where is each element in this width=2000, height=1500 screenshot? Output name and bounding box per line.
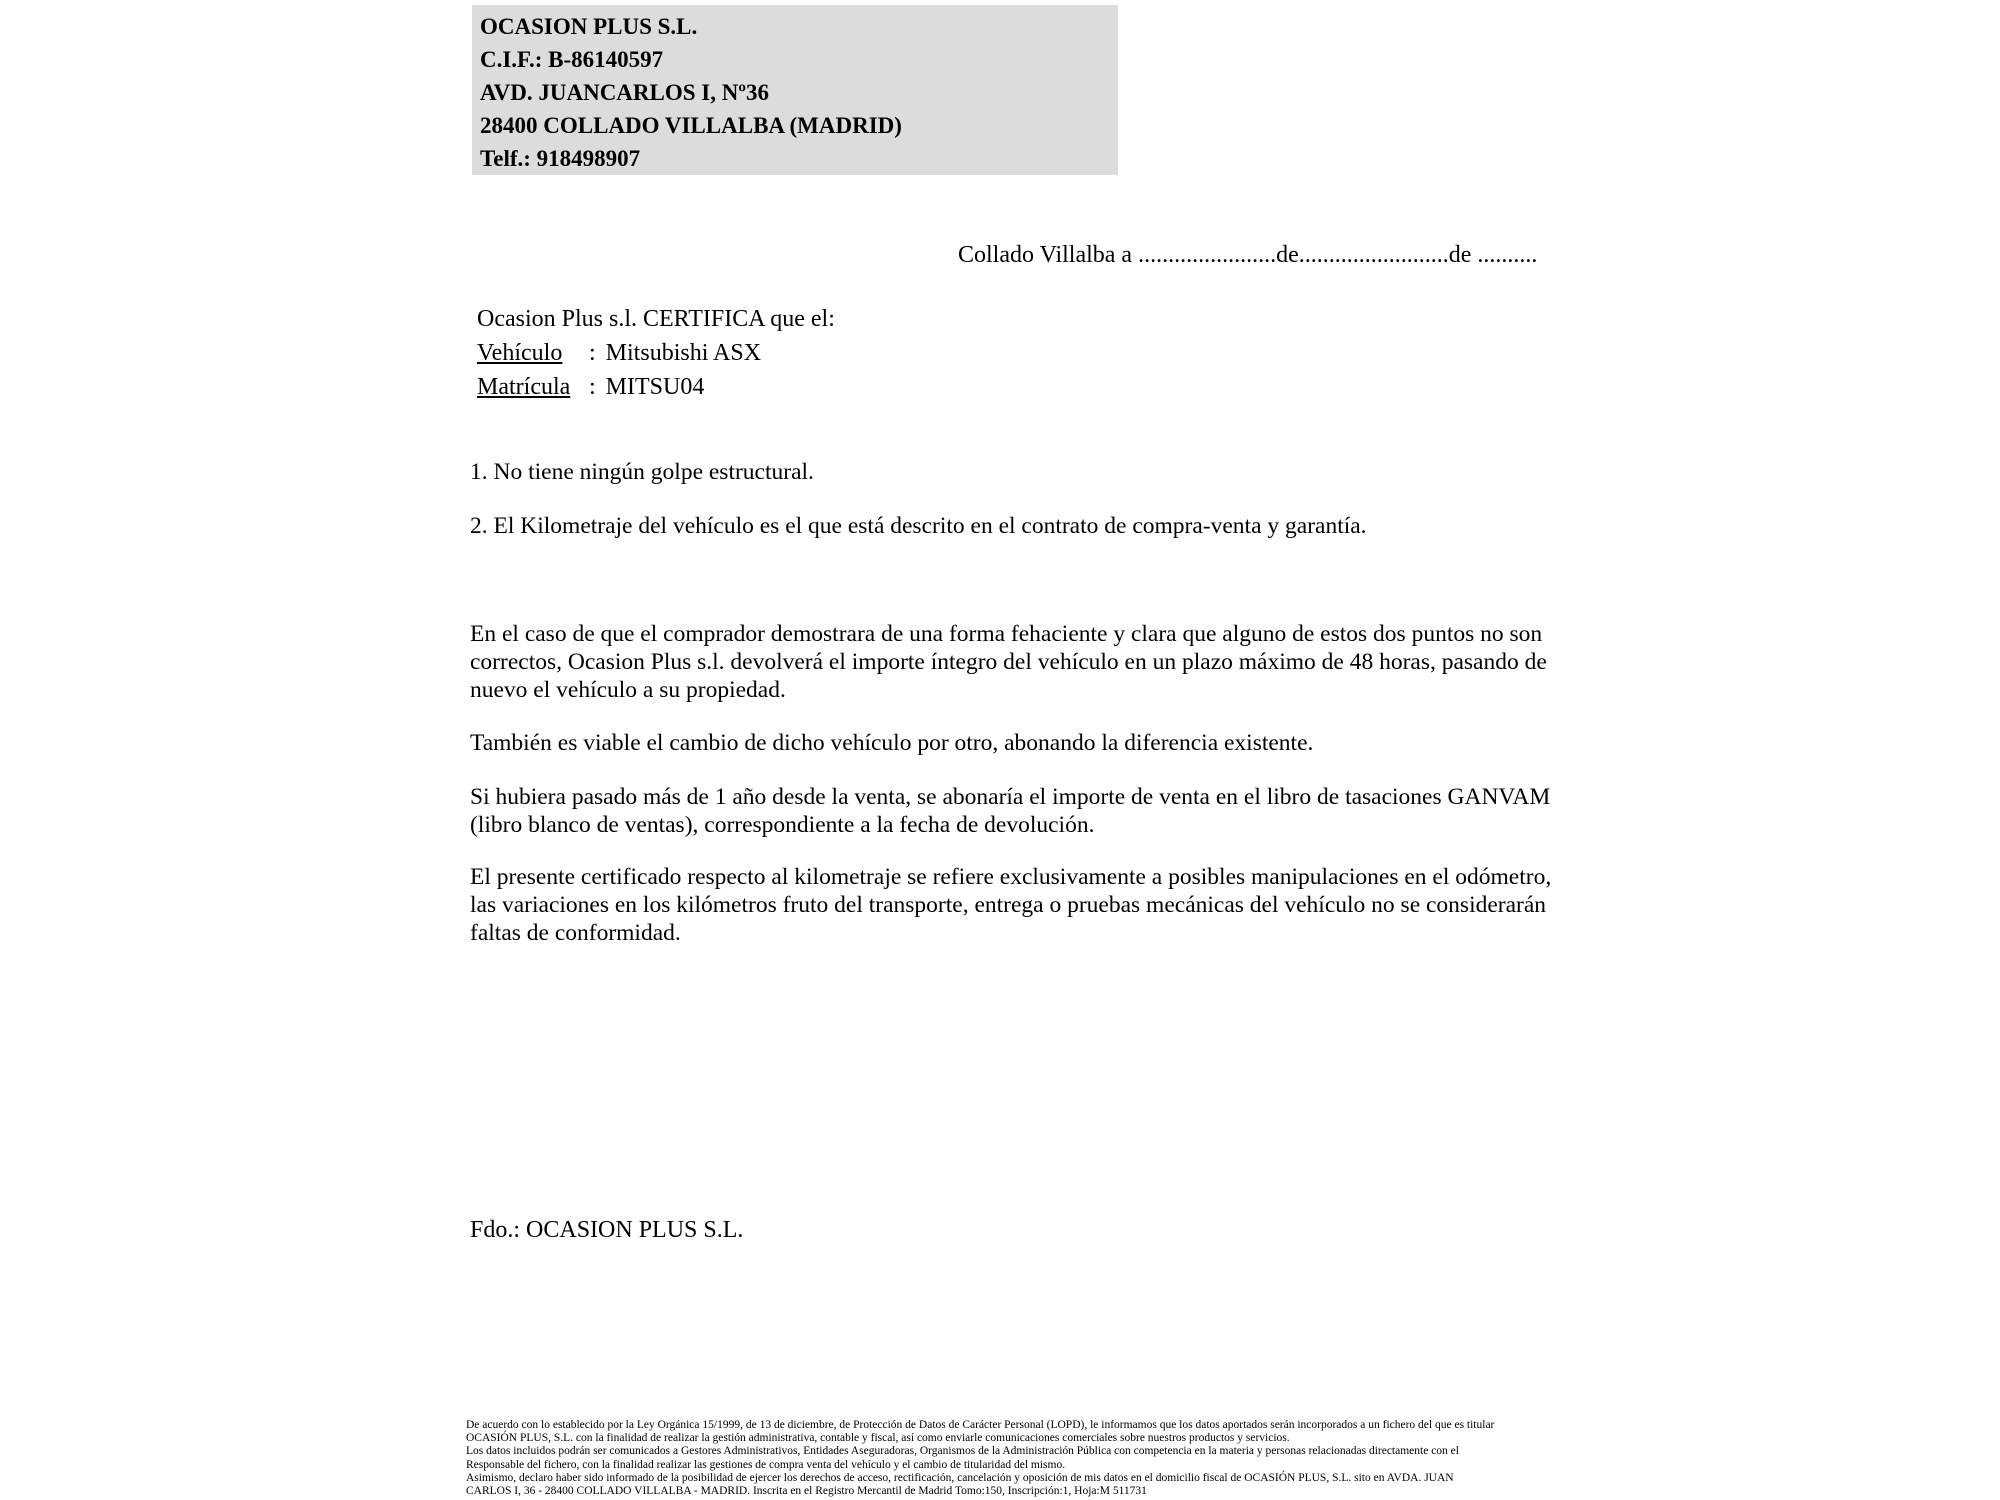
company-city: 28400 COLLADO VILLALBA (MADRID) [480, 113, 902, 138]
company-cif: C.I.F.: B-86140597 [480, 47, 664, 72]
vehicle-field-label: Vehículo [477, 340, 563, 366]
footer-line: Responsable del fichero, con la finalidad realizar las gestiones de compra venta del vehículo y el cambio de titularidad del mismo. [466, 1458, 1066, 1471]
footer-line: Asimismo, declaro haber sido informado de la posibilidad de ejercer los derechos de acceso, rectificación, cancelación y oposición de mis datos en el domicilio fiscal de OCASIÓN PLUS, S.L. sito en AVDA. JUAN [466, 1471, 1454, 1484]
plate-field-label: Matrícula [477, 374, 571, 400]
certification-intro: Ocasion Plus s.l. CERTIFICA que el: [477, 306, 835, 332]
certified-point-2: 2. El Kilometraje del vehículo es el que está descrito en el contrato de compra-venta y garantía. [470, 513, 1367, 539]
plate-field-separator: : [589, 374, 596, 400]
company-phone: Telf.: 918498907 [480, 146, 641, 171]
footer-line: OCASIÓN PLUS, S.L. con la finalidad de realizar la gestión administrativa, contable y fiscal, así como enviarle comunicaciones comerciales sobre nuestros productos y servicios. [466, 1432, 1290, 1445]
paragraph-refund-policy: En el caso de que el comprador demostrara de una forma fehaciente y clara que alguno de estos dos puntos no son correctos, Ocasion Plus s.l. devolverá el importe íntegro del vehículo en un plazo máximo de 48 horas, pasando de nuevo el vehículo a su propiedad. [470, 621, 1547, 703]
company-name: OCASION PLUS S.L. [480, 14, 698, 39]
legal-footer [466, 1419, 1494, 1498]
vehicle-field-row [477, 340, 761, 367]
vehicle-field-value: Mitsubishi ASX [605, 340, 762, 366]
footer-line: De acuerdo con lo establecido por la Ley Orgánica 15/1999, de 13 de diciembre, de Protección de Datos de Carácter Personal (LOPD), le informamos que los datos aportados serán incorporados a un fichero del que es titular [466, 1419, 1495, 1431]
date-line: Collado Villalba a .......................de.........................de .......... [958, 242, 1538, 268]
signature-line: Fdo.: OCASION PLUS S.L. [470, 1217, 744, 1243]
paragraph-vehicle-exchange: También es viable el cambio de dicho vehículo por otro, abonando la diferencia existente. [470, 730, 1314, 756]
vehicle-field-separator: : [589, 340, 596, 366]
certified-point-1: 1. No tiene ningún golpe estructural. [470, 459, 814, 485]
plate-field-row [477, 374, 704, 401]
footer-line: Los datos incluidos podrán ser comunicados a Gestores Administrativos, Entidades Aseguradoras, Organismos de la Administración Pública con competencia en la materia y personas relacionadas directamente con el [466, 1445, 1459, 1458]
paragraph-ganvam-valuation: Si hubiera pasado más de 1 año desde la venta, se abonaría el importe de venta en el libro de tasaciones GANVAM (libro blanco de ventas), correspondiente a la fecha de devolución. [470, 784, 1551, 838]
paragraph-odometer-disclaimer: El presente certificado respecto al kilometraje se refiere exclusivamente a posibles manipulaciones en el odómetro, las variaciones en los kilómetros fruto del transporte, entrega o pruebas mecánicas del vehículo no se considerarán faltas de conformidad. [470, 864, 1552, 946]
plate-field-value: MITSU04 [605, 374, 705, 400]
company-address: AVD. JUANCARLOS I, Nº36 [480, 80, 769, 105]
company-header-box [472, 5, 1118, 175]
footer-line: CARLOS I, 36 - 28400 COLLADO VILLALBA - MADRID. Inscrita en el Registro Mercantil de Madrid Tomo:150, Inscripción:1, Hoja:M 511731 [466, 1485, 1147, 1498]
